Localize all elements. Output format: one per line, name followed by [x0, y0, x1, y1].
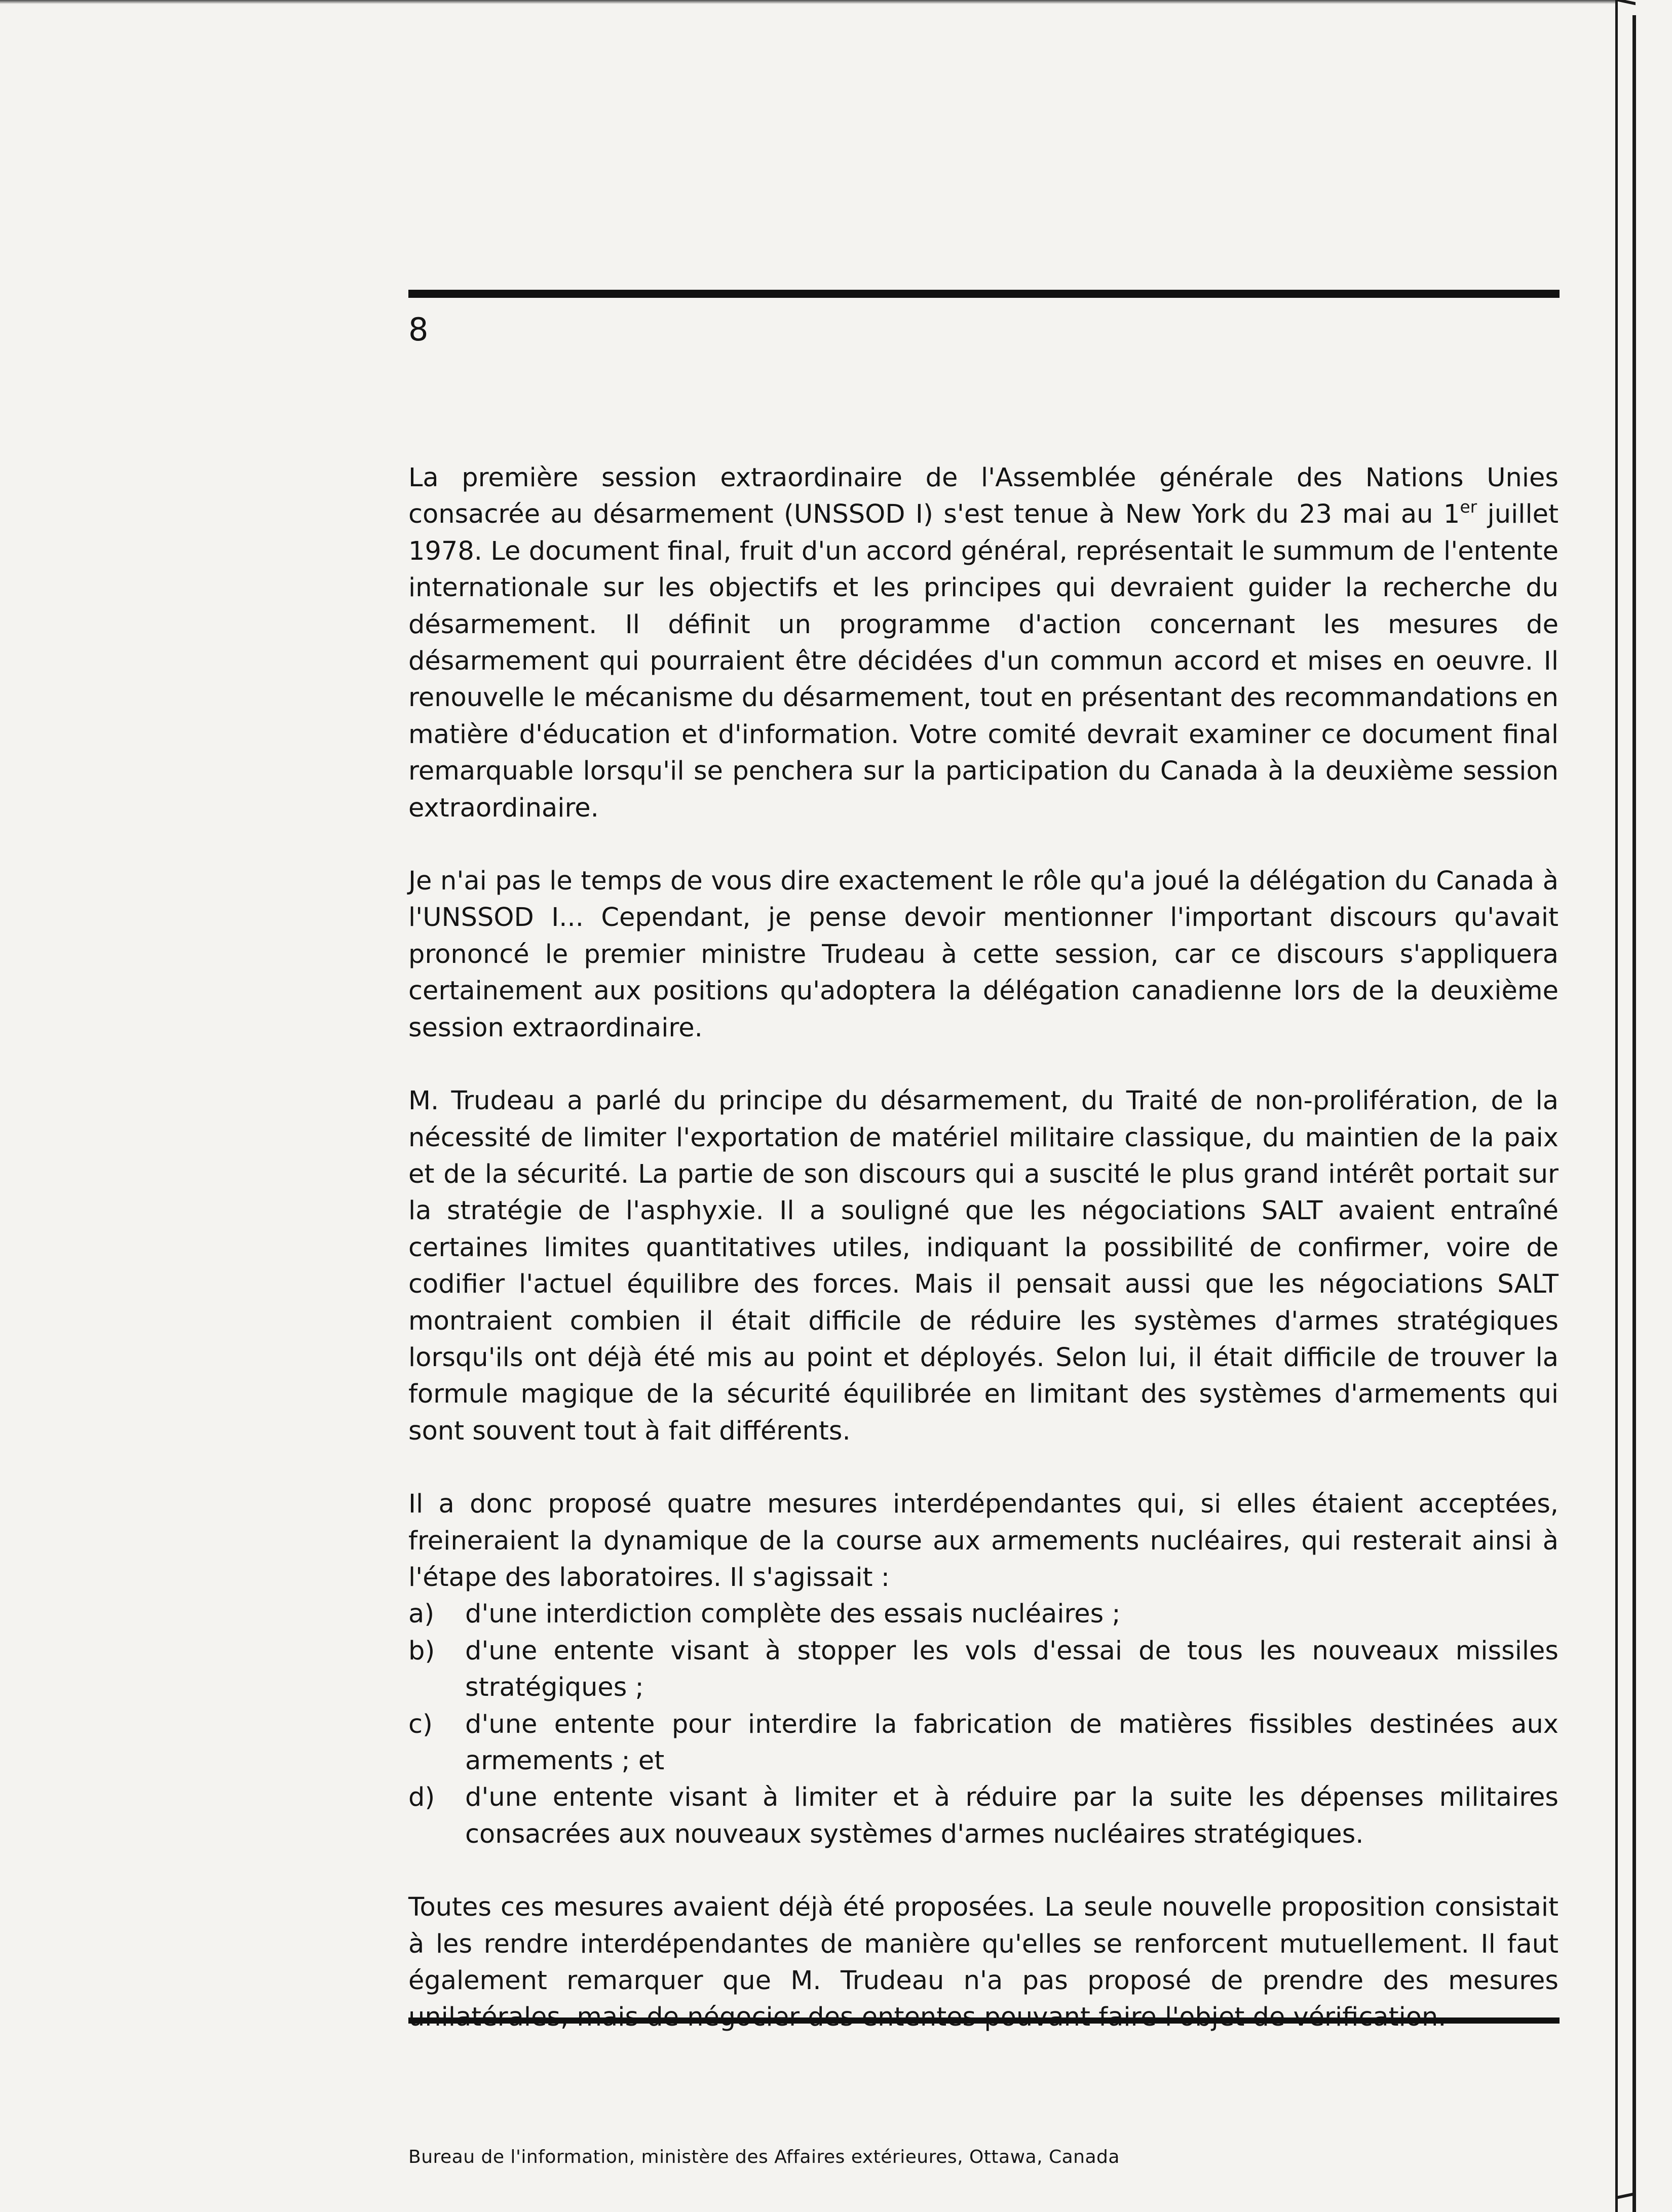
- list-marker: d): [408, 1782, 435, 1813]
- list-marker: b): [408, 1636, 435, 1666]
- list-item: [408, 1779, 1559, 1853]
- paragraph-3: M. Trudeau a parlé du principe du désarmement, du Traité de non-prolifération, de la nécessité de limiter l'exportation de matériel militaire classique, du maintien de la paix et de la sécurité. La partie de son discours qui a suscité le plus grand intérêt portait sur la stratégie de l'asphyxie. Il a souligné que les négociations SALT avaient entraîné certaines limites quantitatives utiles, indiquant la possibilité de confirmer, voire de codifier l'actuel équilibre des forces. Mais il pensait aussi que les négociations SALT montraient combien il était difficile de réduire les systèmes d'armes stratégiques lorsqu'ils ont déjà été mis au point et déployés. Selon lui, il était difficile de trouver la formule magique de la sécurité équilibrée en limitant des systèmes d'armements qui sont souvent tout à fait différents.: [408, 1086, 1559, 1446]
- paragraph-4: Il a donc proposé quatre mesures interdépendantes qui, si elles étaient acceptées, freineraient la dynamique de la course aux armements nucléaires, qui resterait ainsi à l'étape des laboratoires. Il s'agissait :: [408, 1489, 1559, 1593]
- measures-list: [408, 1596, 1559, 1853]
- list-item-text: d'une entente visant à limiter et à réduire par la suite les dépenses militaires consacrées aux nouveaux systèmes d'armes nucléaires stratégiques.: [465, 1782, 1559, 1849]
- binding-cap-top: [1615, 0, 1636, 5]
- scan-edge-shadow: [0, 0, 1616, 4]
- list-marker: a): [408, 1599, 435, 1629]
- list-item-text: d'une entente visant à stopper les vols d'essai de tous les nouveaux missiles stratégiques ;: [465, 1636, 1559, 1703]
- list-item-text: d'une interdiction complète des essais nucléaires ;: [465, 1599, 1121, 1629]
- paragraph-1-start: La première session extraordinaire de l'Assemblée générale des Nations Unies consacrée au désarmement (UNSSOD I) s'est tenue à New York du 23 mai au 1: [408, 463, 1559, 530]
- list-marker: c): [408, 1709, 433, 1739]
- paragraph-5: Toutes ces mesures avaient déjà été proposées. La seule nouvelle proposition consistait à les rendre interdépendantes de manière qu'elles se renforcent mutuellement. Il faut également remarquer que M. Trudeau n'a pas proposé de prendre des mesures: [408, 1892, 1559, 1996]
- paragraph-1: [408, 460, 1559, 827]
- list-item: [408, 1633, 1559, 1706]
- paragraph-2: Je n'ai pas le temps de vous dire exactement le rôle qu'a joué la délégation du Canada à l'UNSSOD I... Cependant, je pense devoir mentionner l'important discours qu'avait prononcé le premier ministre Trudeau à cette session, car ce discours s'appliquera certainement aux positions qu'adoptera la délégation canadienne lors de la deuxième session extraordinaire.: [408, 866, 1559, 1043]
- paragraph-1-end: juillet 1978. Le document final, fruit d'un accord général, représentait le summum de l'entente internationale sur les objectifs et les principes qui devraient guider la recherche du désarmement. Il définit un programme d'action concernant les mesures de désarmement qui pourraient être décidées d'un commun accord et mises en oeuvre. Il renouvelle le mécanisme du désarmement, tout en présentant des recommandations en matière d'éducation et d'information. Votre comité devrait examiner ce document final remarquable lorsqu'il se penchera sur la participation du Canada à la deuxième session extraordinaire.: [408, 499, 1559, 823]
- header-rule: [408, 290, 1560, 298]
- binding-edge-outer: [1615, 0, 1618, 2212]
- list-item: [408, 1596, 1559, 1633]
- footer-rule: [408, 2017, 1560, 2024]
- binding-edge-inner: [1632, 15, 1636, 2212]
- page-number: 8: [408, 311, 429, 348]
- ordinal-superscript: er: [1460, 497, 1477, 517]
- footer-credit: Bureau de l'information, ministère des Affaires extérieures, Ottawa, Canada: [408, 2147, 1120, 2167]
- body-text: [408, 460, 1559, 2073]
- list-item-text: d'une entente pour interdire la fabrication de matières fissibles destinées aux armements ; et: [465, 1709, 1559, 1776]
- list-item: [408, 1706, 1559, 1780]
